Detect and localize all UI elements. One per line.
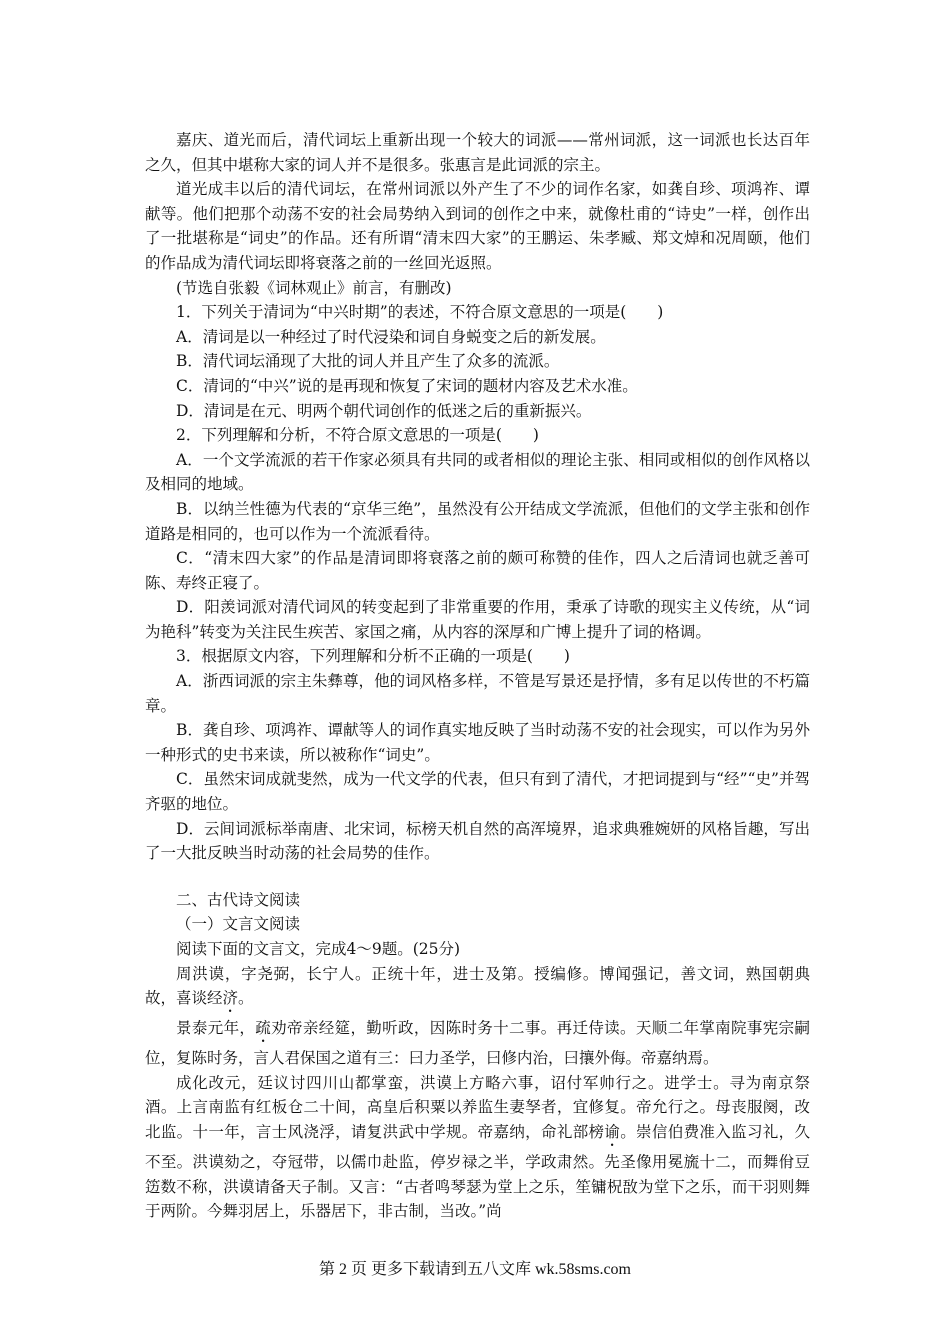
text-run: 。崇信伯费准入监习礼，久不至。洪谟劾之，夺冠带，以儒巾赴监，停岁禄之半，学政肃然。先圣像用冕旒十二，而舞佾豆笾数不称，洪谟请备天子制。又言：“古者鸣琴瑟为堂上之乐，笙镛柷敔为堂下之乐，而干羽则舞于两阶。今舞羽居上，乐器居下，非古制，当改。”尚 — [145, 1122, 810, 1221]
question-option: C．“清末四大家”的作品是清词即将衰落之前的颇可称赞的佳作，四人之后清词也就乏善可陈、寿终正寝了。 — [145, 549, 810, 592]
section-title: 二、古代诗文阅读 — [176, 890, 301, 909]
question-stem: 1．下列关于清词为“中兴时期”的表述，不符合原文意思的一项是( ) — [176, 303, 664, 322]
classical-text-paragraph — [145, 1071, 810, 1224]
question-option: B．以纳兰性德为代表的“京华三绝”，虽然没有公开结成文学流派，但他们的文学主张和创作道路是相同的，也可以作为一个流派看待。 — [145, 499, 810, 543]
instruction: 阅读下面的文言文，完成4～9题。(25分) — [176, 940, 461, 958]
page-content — [145, 128, 810, 1224]
question-option: A．浙西词派的宗主朱彝尊，他的词风格多样，不管是写景还是抒情，多有足以传世的不朽篇章。 — [145, 672, 810, 715]
text-run: 成化改元，廷议讨四川山都掌蛮，洪谟上方略六事，诏付军帅行之。进学士。寻为南京祭酒。上言南监有红板仓二十间，高皇后积粟以养监生妻孥者，宜修复。帝允行之。母丧服阕，改北监。十一年，言士风浇浮，请复洪武中学规。帝嘉纳，命礼部榜 — [145, 1073, 810, 1141]
question-stem: 3．根据原文内容，下列理解和分析不正确的一项是( ) — [176, 647, 570, 666]
text-run: 景泰元年， — [176, 1019, 256, 1038]
passage-paragraph: 道光成丰以后的清代词坛，在常州词派以外产生了不少的词作名家，如龚自珍、项鸿祚、谭献等。他们把那个动荡不安的社会局势纳入到词的创作之中来，就像杜甫的“诗史”一样，创作出了一批堪称是“词史”的作品。还有所谓“清末四大家”的王鹏运、朱孝臧、郑文焯和况周颐，他们的作品成为清代词坛即将衰落之前的一丝回光返照。 — [145, 180, 810, 272]
section-gap — [145, 866, 810, 888]
text-run: 周洪谟，字尧弼，长宁人。正统十年，进士及第。授编修。博闻强记，善文词，熟国朝典故，喜谈经 — [145, 964, 810, 1008]
question-option: C．虽然宋词成就斐然，成为一代文学的代表，但只有到了清代，才把词提到与“经”“史”并驾齐驱的地位。 — [145, 770, 810, 814]
emphasized-char: 疏 — [255, 1019, 272, 1038]
question-option: D．云间词派标举南唐、北宋词，标榜天机自然的高浑境界，追求典雅婉妍的风格旨趣，写出了一大批反映当时动荡的社会局势的佳作。 — [145, 819, 810, 863]
classical-text-paragraph — [145, 962, 810, 1017]
section-subtitle: （一）文言文阅读 — [176, 915, 301, 934]
text-run: 劝帝亲经筵，勤听政，因陈时务十二事。再迁侍读。天顺二年掌南院事宪宗嗣位，复陈时务，言人君保国之道有三：曰力圣学，曰修内治，曰攘外侮。帝嘉纳焉。 — [145, 1019, 810, 1068]
question-option: B．清代词坛涌现了大批的词人并且产生了众多的流派。 — [176, 352, 560, 371]
question-option: A．一个文学流派的若干作家必须具有共同的或者相似的理论主张、相同或相似的创作风格以及相同的地域。 — [145, 450, 810, 494]
emphasized-char: 济 — [222, 989, 239, 1008]
question-stem: 2．下列理解和分析，不符合原文意思的一项是( ) — [176, 426, 539, 445]
emphasized-char: 谕 — [604, 1122, 621, 1141]
question-option: D．清词是在元、明两个朝代词创作的低迷之后的重新振兴。 — [176, 401, 592, 420]
question-option: C．清词的“中兴”说的是再现和恢复了宋词的题材内容及艺术水准。 — [176, 376, 638, 395]
classical-text-paragraph — [145, 1016, 810, 1071]
text-run: 。 — [238, 989, 254, 1008]
source-note: (节选自张毅《词林观止》前言，有删改) — [176, 278, 452, 297]
question-option: A．清词是以一种经过了时代浸染和词自身蜕变之后的新发展。 — [176, 327, 606, 346]
page-footer: 第 2 页 更多下载请到五八文库 wk.58sms.com — [318, 1261, 631, 1278]
question-option: D．阳羡词派对清代词风的转变起到了非常重要的作用，秉承了诗歌的现实主义传统，从“词为艳科”转变为关注民生疾苦、家国之痛，从内容的深厚和广博上提升了词的格调。 — [145, 598, 810, 641]
passage-paragraph: 嘉庆、道光而后，清代词坛上重新出现一个较大的词派——常州词派，这一词派也长达百年之久，但其中堪称大家的词人并不是很多。张惠言是此词派的宗主。 — [145, 131, 810, 174]
question-option: B．龚自珍、项鸿祚、谭献等人的词作真实地反映了当时动荡不安的社会现实，可以作为另外一种形式的史书来读，所以被称作“词史”。 — [145, 721, 810, 764]
